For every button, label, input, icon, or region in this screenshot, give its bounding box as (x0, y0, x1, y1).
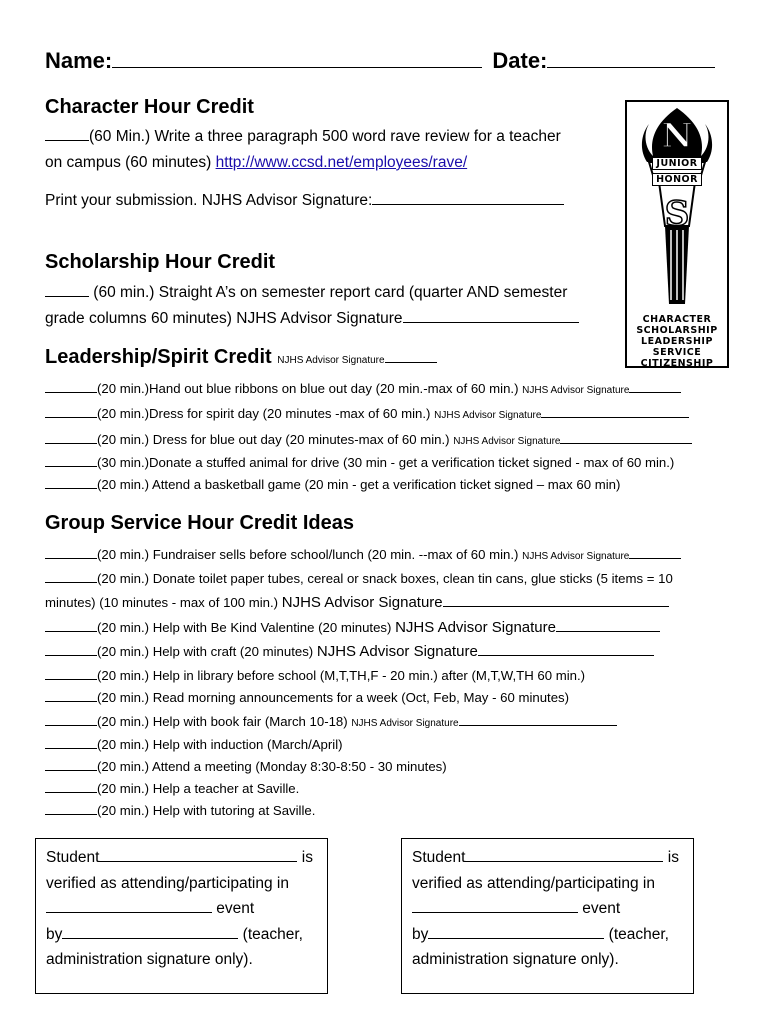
leadership-item-1: (20 min.)Hand out blue ribbons on blue out day (20 min.-max of 60 min.) NJHS Advisor Signature (45, 380, 681, 399)
group-item-2-cont: minutes) (10 minutes - max of 100 min.) NJHS Advisor Signature (45, 594, 669, 611)
emblem-word-service: SERVICE (652, 347, 702, 358)
group-item-9: (20 min.) Attend a meeting (Monday 8:30-8:50 - 30 minutes) (45, 758, 447, 775)
emblem-word-scholarship: SCHOLARSHIP (636, 325, 718, 336)
leadership-title-row: Leadership/Spirit Credit NJHS Advisor Signature (45, 346, 437, 369)
njhs-emblem (625, 100, 729, 368)
verification-box-left: Student is verified as attending/participating in event by (teacher, administration signature only). (35, 838, 328, 994)
group-item-5: (20 min.) Help in library before school (M,T,TH,F - 20 min.) after (M,T,W,TH 60 min.) (45, 667, 585, 684)
name-label: Name: (45, 48, 113, 73)
verification-box-right: Student is verified as attending/participating in event by (teacher, administration signature only). (401, 838, 694, 994)
leadership-item-3: (20 min.) Dress for blue out day (20 minutes-max of 60 min.) NJHS Advisor Signature (45, 431, 692, 450)
character-title: Character Hour Credit (45, 96, 254, 118)
date-field[interactable] (547, 49, 715, 68)
group-item-2: (20 min.) Donate toilet paper tubes, cereal or snack boxes, clean tin cans, glue sticks (5 items = 10 (45, 570, 673, 587)
leadership-item-4: (30 min.)Donate a stuffed animal for drive (30 min - get a verification ticket signed - max of 60 min.) (45, 454, 674, 471)
group-item-3: (20 min.) Help with Be Kind Valentine (20 minutes) NJHS Advisor Signature (45, 619, 660, 636)
leadership-signature[interactable] (385, 351, 437, 363)
emblem-letter-s: S (664, 194, 690, 234)
leadership-item-5: (20 min.) Attend a basketball game (20 min - get a verification ticket signed – max 60 min) (45, 476, 620, 493)
emblem-letter-n: N (661, 116, 693, 156)
group-item-10: (20 min.) Help a teacher at Saville. (45, 780, 299, 797)
leadership-item-2: (20 min.)Dress for spirit day (20 minutes -max of 60 min.) NJHS Advisor Signature (45, 405, 689, 424)
scholarship-line1: (60 min.) Straight A’s on semester report card (quarter AND semester (45, 280, 567, 306)
emblem-junior: JUNIOR (627, 158, 727, 169)
group-item-6: (20 min.) Read morning announcements for a week (Oct, Feb, May - 60 minutes) (45, 689, 569, 706)
emblem-honor: HONOR (627, 174, 727, 185)
emblem-word-citizenship: CITIZENSHIP (640, 358, 714, 369)
name-field[interactable] (112, 49, 482, 68)
group-item-4: (20 min.) Help with craft (20 minutes) NJHS Advisor Signature (45, 643, 654, 660)
character-line3: Print your submission. NJHS Advisor Signature: (45, 188, 564, 214)
group-item-11: (20 min.) Help with tutoring at Saville. (45, 802, 315, 819)
group-item-1: (20 min.) Fundraiser sells before school/lunch (20 min. --max of 60 min.) NJHS Advisor Signature (45, 546, 681, 565)
date-label: Date: (492, 48, 548, 73)
group-item-7: (20 min.) Help with book fair (March 10-18) NJHS Advisor Signature (45, 713, 617, 732)
scholarship-line2: grade columns 60 minutes) NJHS Advisor Signature (45, 306, 579, 332)
header-row (45, 48, 715, 74)
character-line1: (60 Min.) Write a three paragraph 500 word rave review for a teacher (45, 124, 561, 150)
character-blank[interactable] (45, 128, 89, 141)
character-line2: on campus (60 minutes) http://www.ccsd.net/employees/rave/ (45, 154, 468, 171)
scholarship-signature[interactable] (403, 310, 579, 323)
rave-link[interactable]: http://www.ccsd.net/employees/rave/ (215, 154, 468, 171)
scholarship-title: Scholarship Hour Credit (45, 251, 276, 273)
scholarship-blank[interactable] (45, 284, 89, 297)
group-item-8: (20 min.) Help with induction (March/April) (45, 736, 343, 753)
emblem-word-leadership: LEADERSHIP (641, 336, 713, 347)
group-title: Group Service Hour Credit Ideas (45, 512, 354, 534)
emblem-word-character: CHARACTER (642, 314, 712, 325)
character-signature[interactable] (372, 192, 564, 205)
